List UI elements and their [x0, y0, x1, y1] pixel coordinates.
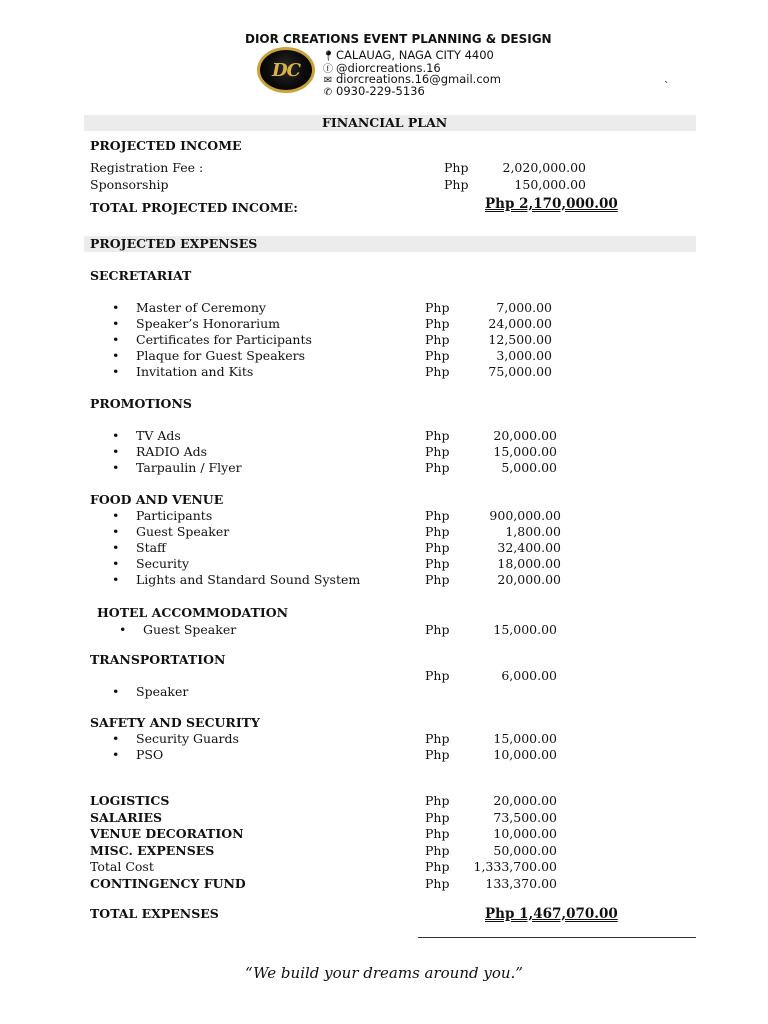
summary-row-currency: Php: [425, 826, 450, 841]
food-row-currency: Php: [425, 540, 450, 555]
phone-icon: ✆: [323, 87, 333, 98]
secretariat-row-amount: 12,500.00: [488, 332, 552, 347]
summary-row-label: MISC. EXPENSES: [90, 842, 215, 858]
social-text: @diorcreations.16: [336, 61, 441, 75]
logo-text: DC: [272, 59, 300, 81]
transportation-currency: Php: [425, 668, 450, 683]
social-media-icon: ⓕ: [323, 64, 333, 75]
summary-row-currency: Php: [425, 809, 450, 825]
expenses-heading: PROJECTED EXPENSES: [90, 236, 258, 251]
summary-row-amount: 10,000.00: [493, 826, 557, 841]
food-row-amount: 900,000.00: [489, 508, 561, 523]
income-row-currency: Php: [444, 160, 469, 175]
promotions-row-currency: Php: [425, 460, 450, 475]
secretariat-row-amount: 75,000.00: [488, 364, 552, 379]
food-row-label: • Security: [136, 556, 189, 571]
email-text: diorcreations.16@gmail.com: [336, 72, 501, 86]
food-row-currency: Php: [425, 524, 450, 539]
secretariat-row-label: • Plaque for Guest Speakers: [136, 348, 305, 363]
income-row-amount: 2,020,000.00: [502, 160, 586, 175]
secretariat-row-currency: Php: [425, 316, 450, 331]
hotel-row-label: • Guest Speaker: [143, 622, 236, 637]
company-name: DIOR CREATIONS EVENT PLANNING & DESIGN: [245, 32, 552, 46]
safety-row-currency: Php: [425, 747, 450, 762]
secretariat-row-currency: Php: [425, 332, 450, 347]
food-row-label: • Guest Speaker: [136, 524, 229, 539]
total-income-value: Php 2,170,000.00: [485, 196, 618, 212]
food-row-amount: 18,000.00: [497, 556, 561, 571]
location-pin-icon: 📍︎: [322, 51, 335, 62]
transportation-item: • Speaker: [136, 684, 188, 699]
phone-line: [322, 84, 425, 98]
stray-mark: `: [664, 80, 670, 93]
secretariat-row-currency: Php: [425, 364, 450, 379]
transportation-amount: 6,000.00: [501, 668, 557, 683]
hotel-heading: HOTEL ACCOMMODATION: [97, 605, 289, 620]
promotions-row-label: • TV Ads: [136, 428, 181, 443]
summary-row-amount: 20,000.00: [493, 793, 557, 808]
summary-row-amount: 1,333,700.00: [473, 859, 557, 874]
total-income-label: TOTAL PROJECTED INCOME:: [90, 200, 298, 215]
summary-row-label: Total Cost: [90, 859, 154, 874]
summary-row-label: SALARIES: [90, 809, 163, 825]
income-row-label: Sponsorship: [90, 177, 169, 192]
secretariat-row-amount: 24,000.00: [488, 316, 552, 331]
safety-row-label: • PSO: [136, 747, 163, 762]
hotel-row-amount: 15,000.00: [493, 622, 557, 637]
plan-title: FINANCIAL PLAN: [322, 115, 448, 130]
secretariat-row-label: • Speaker’s Honorarium: [136, 316, 280, 331]
tagline: “We build your dreams around you.”: [245, 964, 523, 982]
income-heading: PROJECTED INCOME: [90, 138, 242, 153]
summary-row-currency: Php: [425, 875, 450, 891]
secretariat-row-amount: 7,000.00: [496, 300, 552, 315]
summary-row-currency: Php: [425, 793, 450, 808]
safety-row-label: • Security Guards: [136, 731, 239, 746]
secretariat-row-label: • Master of Ceremony: [136, 300, 266, 315]
summary-row-currency: Php: [425, 859, 450, 874]
food-row-amount: 32,400.00: [497, 540, 561, 555]
promotions-row-amount: 15,000.00: [493, 444, 557, 459]
promotions-row-label: • RADIO Ads: [136, 444, 207, 459]
food-row-amount: 1,800.00: [505, 524, 561, 539]
safety-row-amount: 10,000.00: [493, 747, 557, 762]
promotions-heading: PROMOTIONS: [90, 396, 192, 411]
promotions-row-amount: 20,000.00: [493, 428, 557, 443]
summary-row-amount: 133,370.00: [485, 875, 557, 891]
company-logo: [257, 47, 315, 93]
income-row-label: Registration Fee :: [90, 160, 204, 175]
food-row-amount: 20,000.00: [497, 572, 561, 587]
transportation-heading: TRANSPORTATION: [90, 652, 226, 667]
envelope-icon: ✉: [323, 75, 333, 86]
income-row-currency: Php: [444, 177, 469, 192]
safety-row-currency: Php: [425, 731, 450, 746]
secretariat-row-currency: Php: [425, 300, 450, 315]
signature-line: [418, 937, 696, 938]
secretariat-row-label: • Invitation and Kits: [136, 364, 253, 379]
promotions-row-label: • Tarpaulin / Flyer: [136, 460, 242, 475]
address-text: CALAUAG, NAGA CITY 4400: [336, 48, 494, 62]
promotions-row-currency: Php: [425, 444, 450, 459]
summary-row-amount: 50,000.00: [493, 842, 557, 858]
summary-row-label: VENUE DECORATION: [90, 826, 244, 841]
summary-row-label: CONTINGENCY FUND: [90, 875, 246, 891]
summary-row-currency: Php: [425, 842, 450, 858]
hotel-row-currency: Php: [425, 622, 450, 637]
food-row-label: • Participants: [136, 508, 212, 523]
total-expenses-value: Php 1,467,070.00: [485, 906, 618, 922]
food-row-currency: Php: [425, 508, 450, 523]
safety-heading: SAFETY AND SECURITY: [90, 715, 260, 730]
income-row-amount: 150,000.00: [514, 177, 586, 192]
food-row-currency: Php: [425, 556, 450, 571]
secretariat-row-amount: 3,000.00: [496, 348, 552, 363]
secretariat-row-currency: Php: [425, 348, 450, 363]
food-row-currency: Php: [425, 572, 450, 587]
promotions-row-amount: 5,000.00: [501, 460, 557, 475]
food-venue-heading: FOOD AND VENUE: [90, 492, 224, 507]
promotions-row-currency: Php: [425, 428, 450, 443]
food-row-label: • Lights and Standard Sound System: [136, 572, 360, 587]
total-expenses-label: TOTAL EXPENSES: [90, 906, 219, 921]
secretariat-heading: SECRETARIAT: [90, 268, 192, 283]
phone-text: 0930-229-5136: [336, 84, 425, 98]
food-row-label: • Staff: [136, 540, 166, 555]
safety-row-amount: 15,000.00: [493, 731, 557, 746]
summary-row-label: LOGISTICS: [90, 793, 170, 808]
secretariat-row-label: • Certificates for Participants: [136, 332, 312, 347]
summary-row-amount: 73,500.00: [493, 809, 557, 825]
